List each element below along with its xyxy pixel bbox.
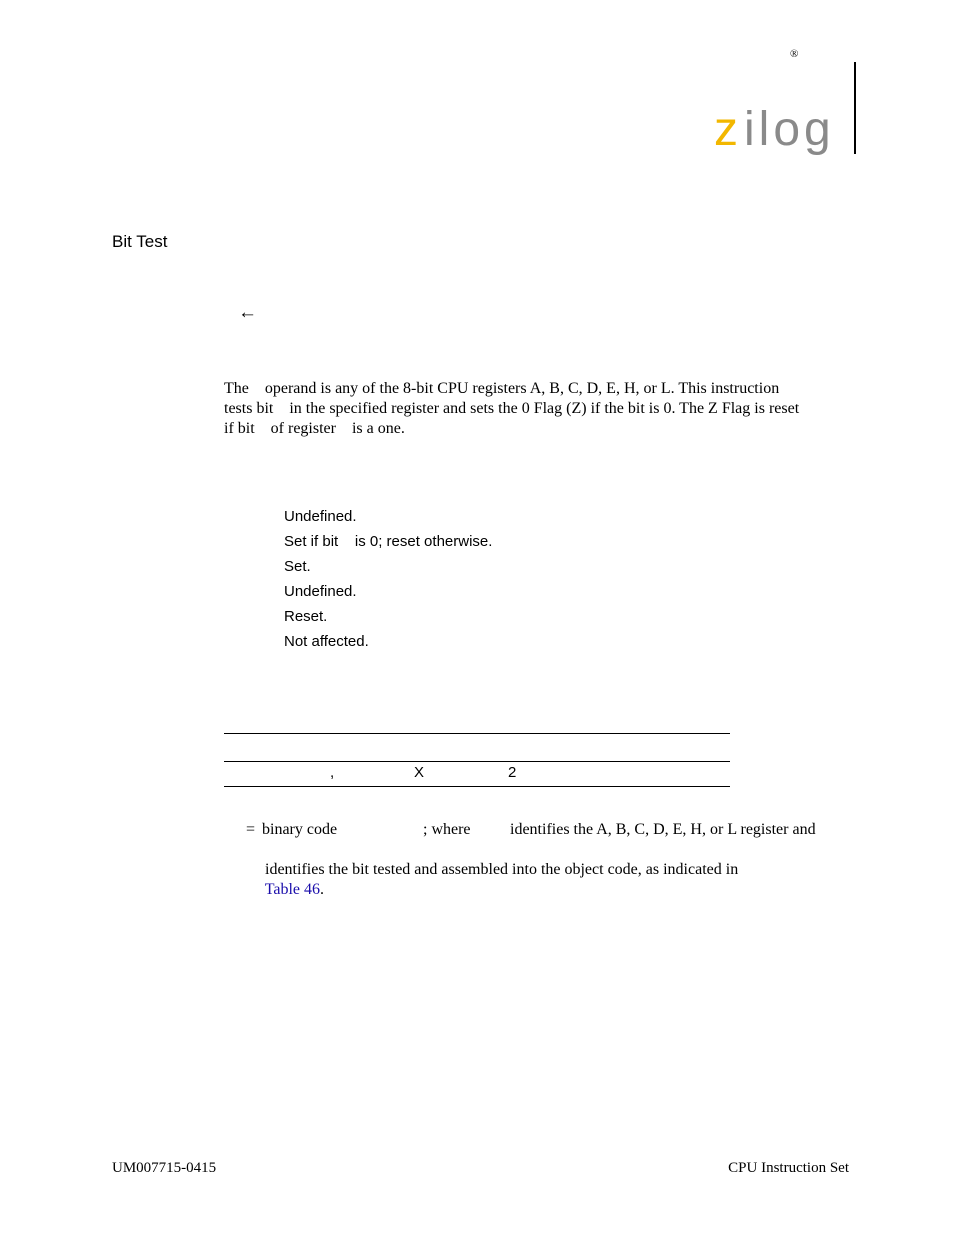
description-line-2: tests bit in the specified register and sets the 0 Flag (Z) if the bit is 0. The Z Flag is reset (224, 400, 800, 417)
condition-pv-flag: Undefined. (284, 583, 357, 600)
condition-h-flag: Set. (284, 558, 311, 575)
logo-divider-bar (854, 62, 856, 154)
note-where: ; where (423, 821, 471, 838)
table-bottom-rule (224, 786, 730, 787)
description-line-1: The operand is any of the 8-bit CPU registers A, B, C, D, E, H, or L. This instruction (224, 380, 780, 397)
table-cell-x: X (414, 764, 425, 781)
condition-s-flag: Undefined. (284, 508, 357, 525)
table-cell-two: 2 (508, 764, 517, 781)
logo-letter-z: z (714, 103, 738, 156)
condition-n-flag: Reset. (284, 608, 328, 625)
note-line-2 (257, 840, 738, 900)
condition-z-flag: Set if bit is 0; reset otherwise. (284, 533, 493, 550)
table-cell-comma: , (330, 764, 335, 781)
table-46-link[interactable]: Table 46 (264, 881, 321, 898)
note-line-2-text: identifies the bit tested and assembled into the object code, as indicated in (265, 861, 739, 878)
table-top-rule (224, 733, 730, 734)
note-line-2-period: . (320, 881, 325, 898)
registered-trademark-mark: ® (790, 48, 799, 60)
operation-arrow: ← (238, 302, 257, 323)
description-line-3: if bit of register is a one. (224, 420, 405, 437)
condition-c-flag: Not affected. (284, 633, 369, 650)
note-equals: = (246, 821, 256, 838)
note-binary-code: binary code (262, 821, 338, 838)
footer-chapter-title: CPU Instruction Set (728, 1160, 849, 1176)
logo-letters-ilog: ilog (744, 103, 835, 156)
zilog-logo (712, 100, 852, 160)
footer-document-id: UM007715-0415 (112, 1160, 217, 1176)
note-line-1-rest: identifies the A, B, C, D, E, H, or L register and (510, 821, 816, 838)
section-title: Bit Test (112, 232, 168, 251)
table-header-rule (224, 761, 730, 762)
